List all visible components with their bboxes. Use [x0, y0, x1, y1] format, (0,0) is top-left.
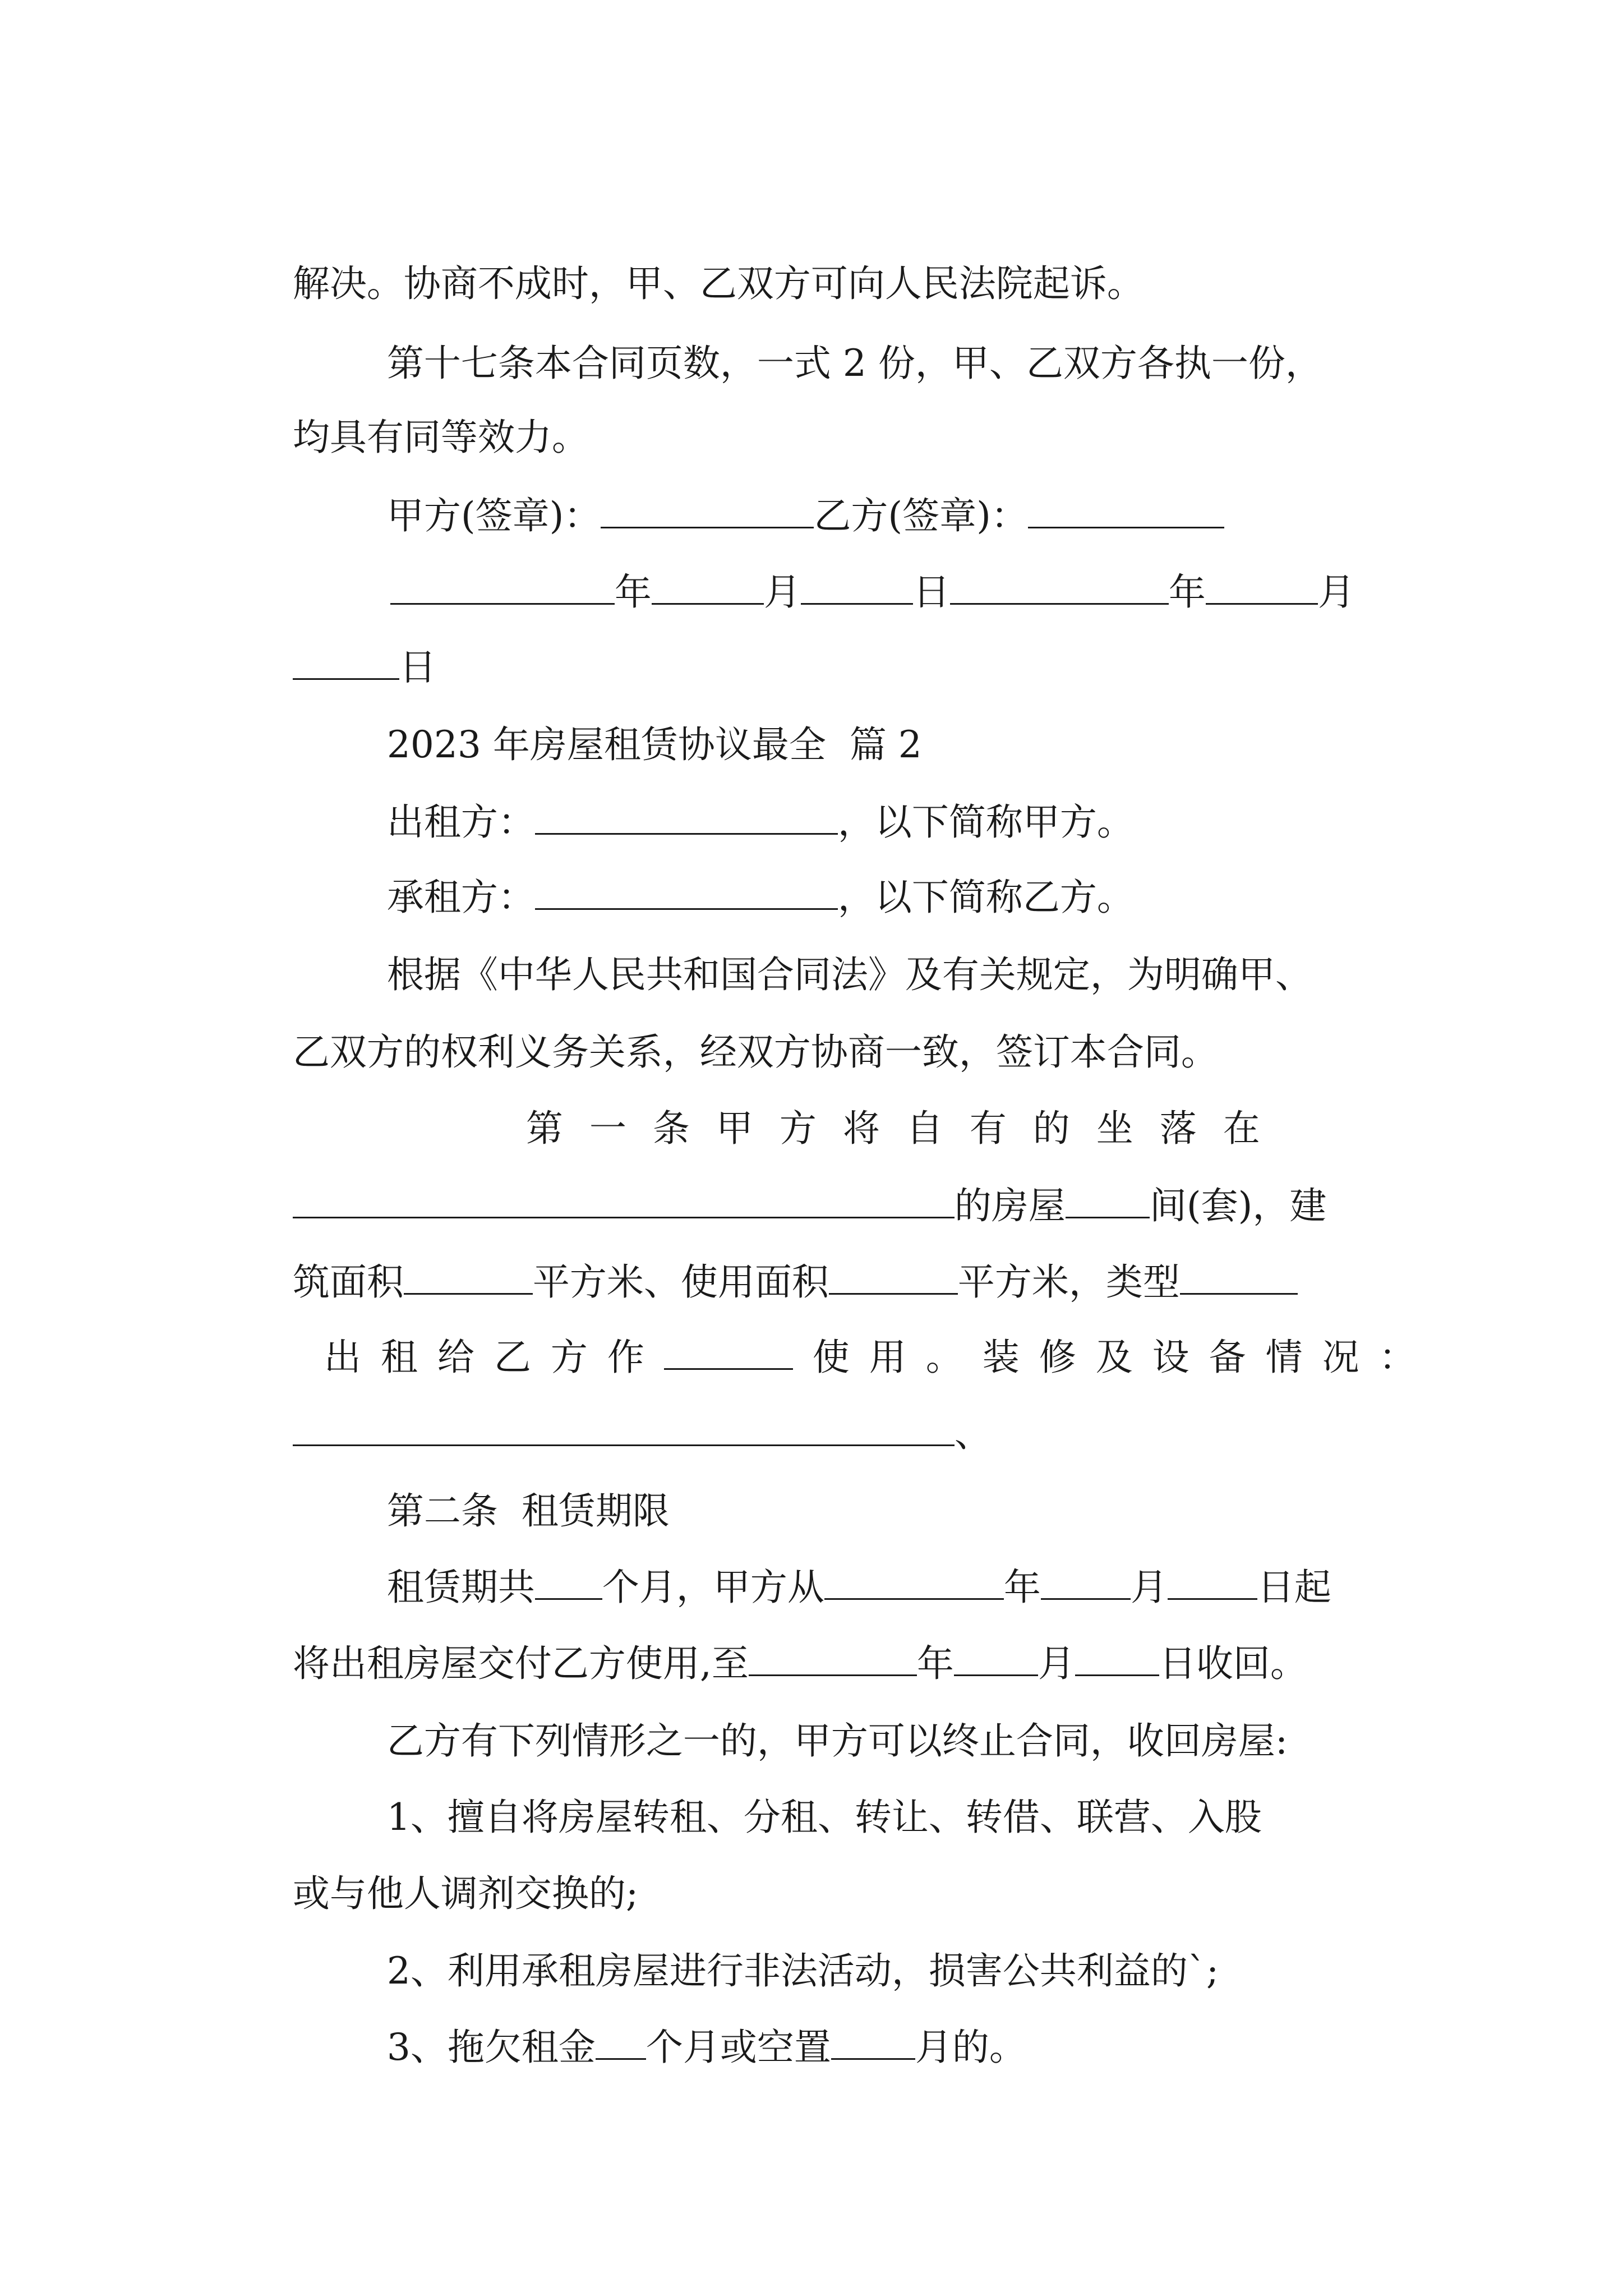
- year-blank: [749, 1643, 917, 1676]
- vacancy-months-blank: [831, 2027, 915, 2060]
- month-blank: [1041, 1567, 1131, 1600]
- lessee-note: ，以下简称乙方。: [837, 876, 1134, 919]
- day-label: 日: [912, 570, 950, 614]
- text-segment: 将出租房屋交付乙方使用,至: [292, 1642, 749, 1685]
- lessor-note: ，以下简称甲方。: [837, 800, 1134, 844]
- text-segment: 月的。: [915, 2026, 1026, 2069]
- text-segment: 年: [916, 1642, 954, 1685]
- rooms-blank: [1066, 1185, 1150, 1218]
- equipment-blank: [293, 1413, 955, 1446]
- text-segment: 、: [954, 1412, 992, 1455]
- location-blank: [293, 1185, 955, 1218]
- text-segment: 均具有同等效力。: [292, 416, 589, 459]
- lessor-label: 出租方：: [386, 800, 535, 844]
- month-label: 月: [763, 570, 801, 614]
- text-segment: 个月，甲方从: [602, 1566, 824, 1609]
- month-label: 月: [1317, 570, 1355, 614]
- day-blank: [1075, 1643, 1159, 1676]
- year-label: 年: [614, 570, 652, 614]
- text-segment: 筑面积: [292, 1260, 404, 1304]
- date-line: [343, 525, 1355, 660]
- text-segment: 平方米、使用面积: [532, 1260, 829, 1304]
- text-segment: 1、擅自将房屋转租、分租、转让、转借、联营、入股: [386, 1796, 1262, 1839]
- text-segment: 月: [1038, 1642, 1075, 1685]
- month-blank: [1206, 572, 1318, 605]
- lessee-label: 承租方：: [386, 876, 535, 919]
- day-blank: [801, 572, 913, 605]
- text-segment: 3、拖欠租金: [386, 2026, 596, 2069]
- section-heading-text: 第二条 租赁期限: [386, 1489, 670, 1533]
- lessee-blank: [535, 877, 838, 910]
- day-blank: [293, 647, 399, 680]
- text-segment: 月: [1130, 1566, 1168, 1609]
- month-blank: [954, 1643, 1038, 1676]
- text-segment: 个月或空置: [645, 2026, 831, 2069]
- text-segment: 租赁期共: [386, 1566, 535, 1609]
- year-blank: [824, 1567, 1004, 1600]
- party-a-signature-label: 甲方(签章)：: [386, 494, 601, 537]
- text-segment: 日起: [1257, 1566, 1331, 1609]
- party-a-signature-blank: [601, 495, 814, 528]
- text-segment: 乙方有下列情形之一的，甲方可以终止合同，收回房屋:: [386, 1719, 1288, 1763]
- text-segment: 间(套)，建: [1149, 1184, 1327, 1227]
- section-title-text: 2023 年房屋租赁协议最全 篇 2: [386, 723, 922, 766]
- month-blank: [652, 572, 764, 605]
- text-segment: 使 用 。 装 修 及 设 备 情 况 ：: [812, 1336, 1416, 1379]
- text-segment: 根据《中华人民共和国合同法》及有关规定，为明确甲、: [386, 953, 1312, 996]
- year-label: 年: [1168, 570, 1206, 614]
- year-blank: [950, 572, 1169, 605]
- text-segment: 年: [1003, 1566, 1041, 1609]
- text-segment: 乙双方的权利义务关系，经双方协商一致，签订本合同。: [292, 1030, 1218, 1074]
- day-label: 日: [399, 646, 436, 689]
- text-segment: 解决。协商不成时，甲、乙双方可向人民法院起诉。: [292, 262, 1144, 305]
- text-segment: 第 一 条 甲 方 将 自 有 的 坐 落 在: [525, 1107, 1260, 1150]
- text-segment: 2、利用承租房屋进行非法活动，损害公共利益的`;: [386, 1949, 1219, 1993]
- months-blank: [535, 1567, 602, 1600]
- text-segment: 日收回。: [1159, 1642, 1307, 1685]
- text-segment: 第十七条本合同页数，一式 2 份，甲、乙双方各执一份，: [386, 342, 1322, 385]
- party-b-signature-label: 乙方(签章)：: [814, 494, 1028, 537]
- text-segment: 平方米，类型: [957, 1260, 1180, 1304]
- text-line: [340, 1980, 1026, 2115]
- usage-blank: [664, 1337, 793, 1370]
- text-segment: 的房屋: [954, 1184, 1066, 1227]
- party-b-signature-blank: [1028, 495, 1224, 528]
- text-segment: 出 租 给 乙 方 作: [324, 1336, 644, 1379]
- day-blank: [1168, 1567, 1257, 1600]
- text-segment: 或与他人调剂交换的;: [292, 1872, 639, 1915]
- arrears-months-blank: [596, 2027, 646, 2060]
